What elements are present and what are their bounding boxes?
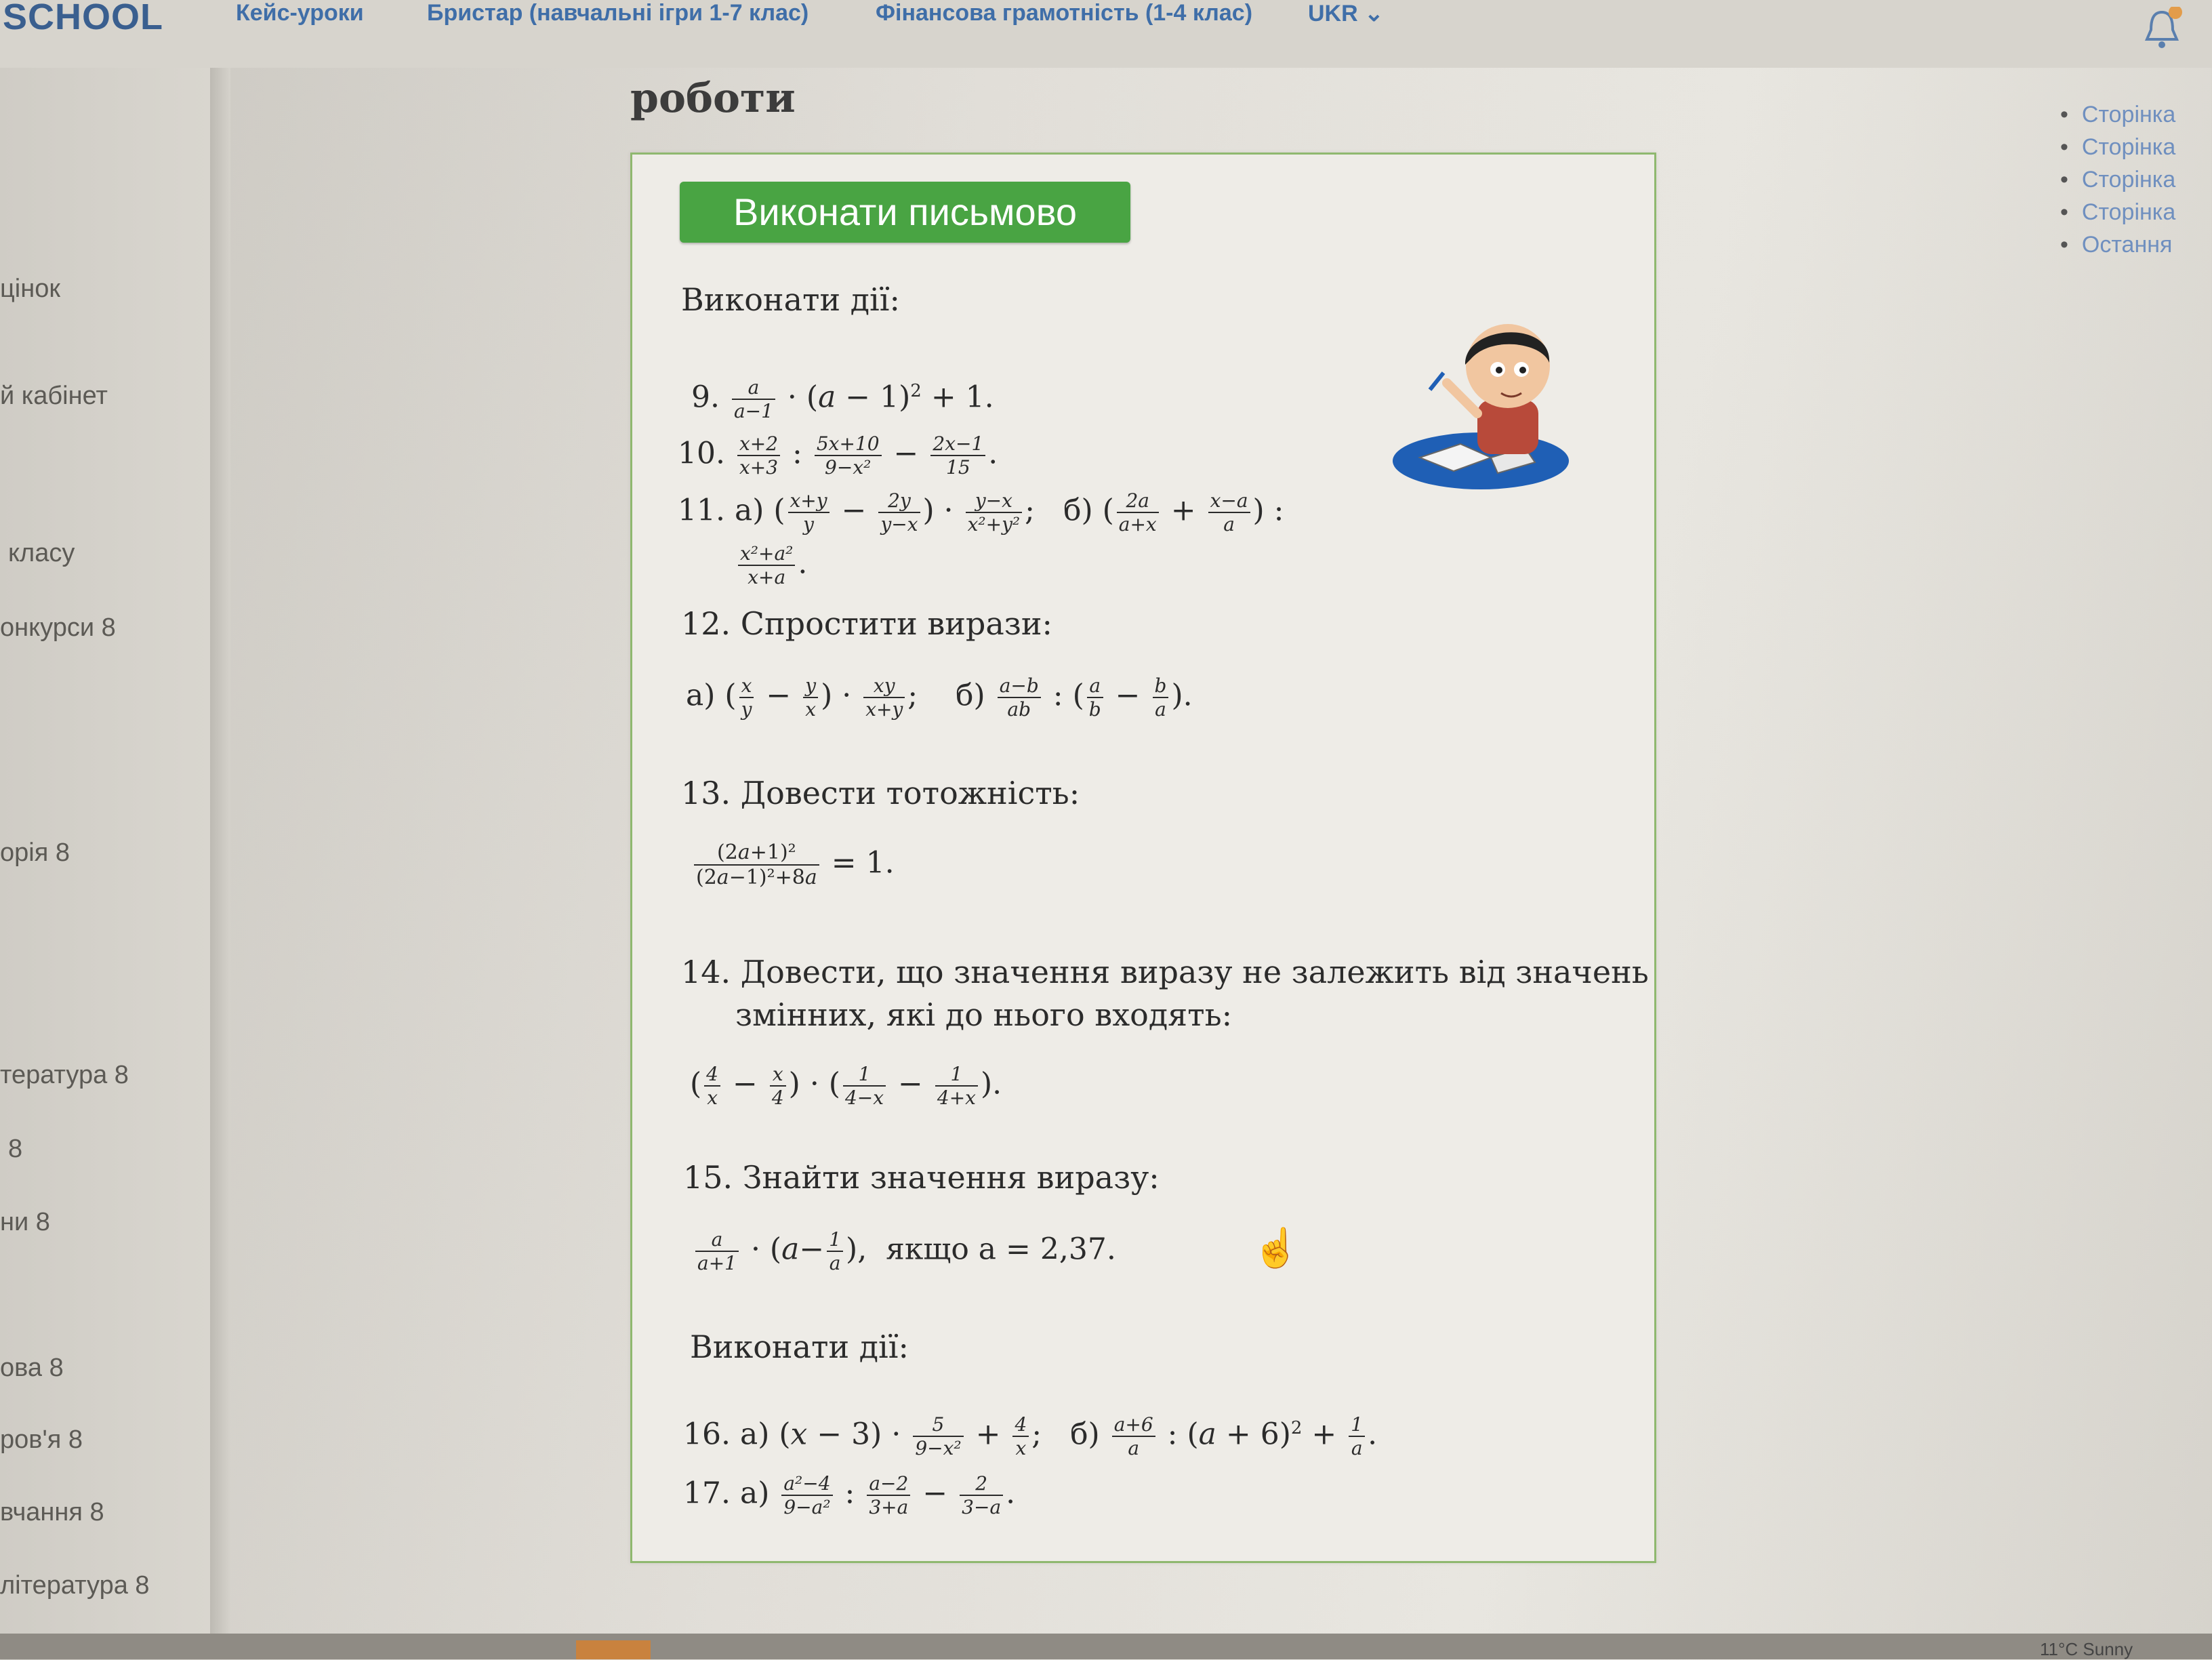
page-link-1[interactable]: • Сторінка (2060, 102, 2175, 134)
task-11-continued: $\frac{\text{x²+a²}}{x+a}$ . (735, 542, 807, 588)
nav-link-case-lessons[interactable]: Кейс-уроки (236, 0, 364, 26)
section-heading-2: Виконати дії: (690, 1329, 909, 1365)
section-heading: Виконати дії: (681, 281, 900, 318)
page-links-list (2060, 102, 2175, 264)
sidebar-item-literature[interactable]: тература 8 (0, 1061, 129, 1089)
sidebar-item-class[interactable]: класу (8, 539, 75, 567)
task-13-title: 13. Довести тотожність: (681, 775, 1080, 811)
sidebar-item-world-literature[interactable]: література 8 (0, 1571, 150, 1600)
sidebar-item-history[interactable]: орія 8 (0, 838, 70, 867)
nav-link-bristar[interactable]: Бристар (навчальні ігри 1-7 клас) (427, 0, 809, 26)
page-link-3[interactable]: • Сторінка (2060, 167, 2175, 199)
task-15-title: 15. Знайти значення виразу: (683, 1159, 1160, 1196)
taskbar (0, 1634, 2212, 1659)
task-16: 16. а) (x − 3) · $\frac{5}{\text{9−x²}}$ + $\frac{4}{x}$ ; б) $\frac{a+6}{a}$ : $(a + 6)^2$ + $\frac{1}{a}$ . (683, 1413, 1378, 1459)
language-selector[interactable]: UKR ⌄ (1308, 1, 1384, 26)
task-15-expression: $\frac{a}{a+1}$ · (a− $\frac{1}{a}$ ), якщо a = 2,37. (693, 1228, 1116, 1274)
sidebar-item-health[interactable]: ров'я 8 (0, 1425, 83, 1454)
sidebar-item-subject-ni[interactable]: ни 8 (0, 1208, 50, 1236)
bell-icon[interactable] (2142, 7, 2182, 54)
nav-link-financial-literacy[interactable]: Фінансова грамотність (1-4 клас) (876, 0, 1253, 26)
task-15-condition: якщо a = 2,37. (886, 1232, 1116, 1267)
task-17: 17. а) $\frac{\text{a²−4}}{\text{9−a²}}$ : $\frac{a-2}{3+a}$ − $\frac{2}{3-a}$ . (683, 1472, 1016, 1518)
sidebar-item-contests[interactable]: онкурси 8 (0, 613, 116, 642)
write-task-button[interactable]: Виконати письмово (680, 182, 1130, 243)
sidebar-item-cabinet[interactable]: й кабінет (0, 382, 108, 410)
sidebar-shadow (210, 68, 230, 1659)
hand-cursor-icon: ☝ (1252, 1226, 1300, 1269)
task-9: 9. $\frac{a}{a-1}$ · $(a - 1)^2 + 1$. (691, 376, 994, 422)
student-reading-illustration (1389, 305, 1586, 502)
page-link-last[interactable]: • Остання (2060, 232, 2175, 264)
task-14-expression: ( $\frac{4}{x}$ − $\frac{x}{4}$ ) · ( $\frac{1}{4-x}$ − $\frac{1}{4+x}$ ). (690, 1063, 1002, 1109)
taskbar-app-icon[interactable] (576, 1640, 651, 1659)
site-logo[interactable]: SCHOOL (3, 0, 164, 37)
task-14-line1: 14. Довести, що значення виразу не залежить від значень (681, 954, 1649, 990)
task-12-expressions: а) ( $\frac{x}{y}$ − $\frac{y}{x}$ ) · $\frac{xy}{x+y}$ ; б) $\frac{a-b}{ab}$ : ( $\frac{a}{b}$ − $\frac{b}{a}$ ). (686, 674, 1193, 721)
task-13-identity: $\frac{\text{(2a+1)²}}{\text{(2a−1)²+8a}}$ = 1. (691, 841, 895, 889)
task-10: 10. $\frac{x+2}{x+3}$ : $\frac{5x+10}{\text{9−x²}}$ − $\frac{2x-1}{15}$ . (678, 432, 998, 479)
top-navigation-bar (0, 0, 2212, 68)
task-12-title: 12. Спростити вирази: (681, 605, 1053, 642)
task-14-line2: змінних, які до нього входять: (735, 996, 1233, 1033)
weather-widget[interactable]: 11°C Sunny (2040, 1639, 2133, 1659)
task-11: 11. а) ( $\frac{x+y}{y}$ − $\frac{2y}{y-x}$ ) · $\frac{y-x}{\text{x²+y²}}$ ; б) ( $\frac{2a}{a+x}$ + $\frac{x-a}{a}$ ) : (678, 489, 1284, 535)
sidebar-item-subject-ova[interactable]: ова 8 (0, 1354, 64, 1382)
page-link-4[interactable]: • Сторінка (2060, 199, 2175, 232)
sidebar-item-grades[interactable]: цінок (0, 275, 60, 303)
page-title: роботи (630, 75, 796, 122)
sidebar-item-8[interactable]: 8 (8, 1135, 23, 1163)
page-link-2[interactable]: • Сторінка (2060, 134, 2175, 167)
sidebar-item-teaching[interactable]: вчання 8 (0, 1498, 104, 1526)
